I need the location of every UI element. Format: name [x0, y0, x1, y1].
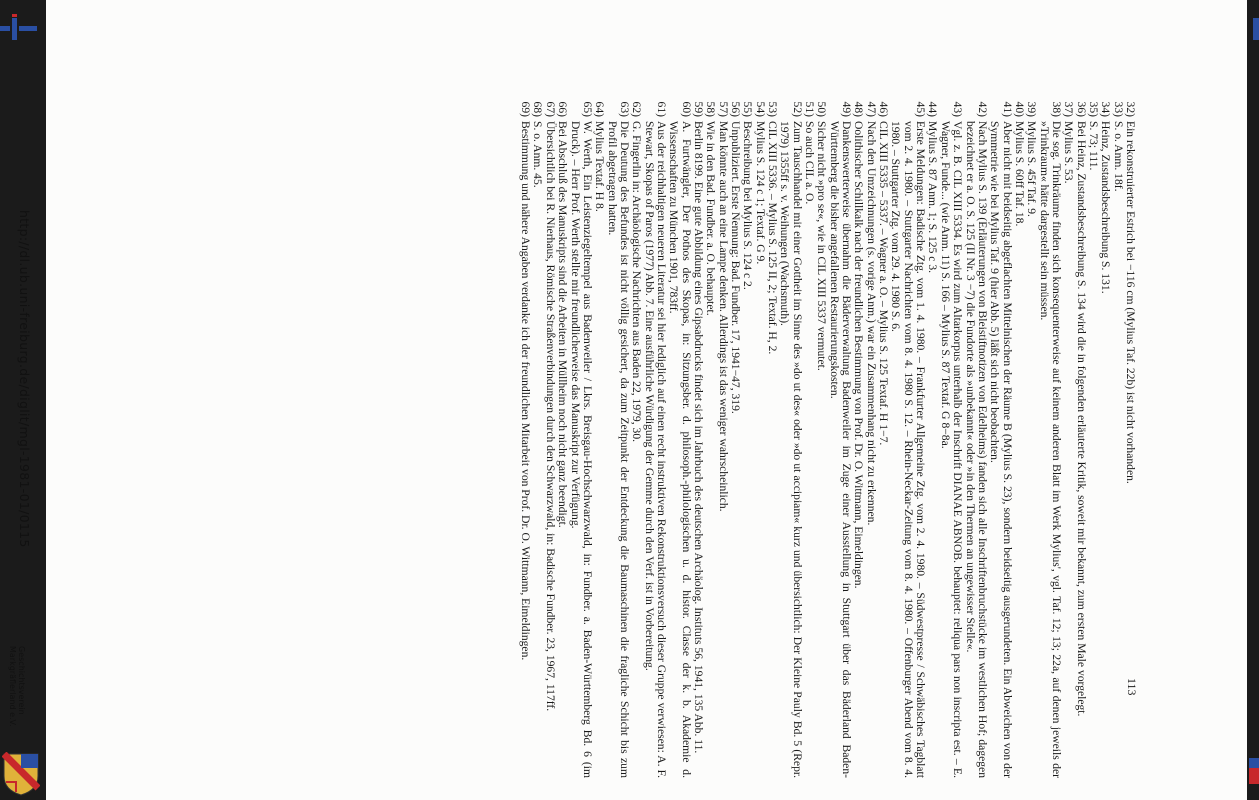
footnote-number: 53): [766, 101, 780, 117]
footnote-number: 34): [1099, 101, 1113, 117]
footnote-item: [988, 98, 1013, 778]
footnote-number: 61): [654, 101, 668, 117]
footnote-text: Die Deutung des Befundes ist nicht völlig gesichert, da zum Zeitpunkt der Entdeckung die Baumaschinen die fragliche Schicht bis zum Profil abgetragen hatten.: [605, 121, 631, 778]
society-name-line1: Geschichtsverein: [17, 646, 26, 715]
footnote-number: 33): [1111, 101, 1125, 117]
footnote-number: 63): [617, 101, 631, 117]
footnote-text: Man könnte auch an eine Lampe denken. Allerdings ist das weniger wahrscheinlich.: [716, 121, 730, 512]
footnote-number: 55): [741, 101, 755, 117]
footnote-text: Wie in den Bad. Fundber. a. O. behauptet.: [704, 121, 718, 316]
footnote-number: 41): [1000, 101, 1014, 117]
footnote-number: 42): [975, 101, 989, 117]
footnote-item: [519, 98, 531, 778]
footnote-number: 40): [1012, 101, 1026, 117]
footnote-number: 39): [1025, 101, 1039, 117]
footnote-text: Mylius Textaf. H 8.: [593, 121, 607, 212]
footnote-item: [1111, 98, 1123, 778]
footnote-number: 69): [519, 101, 533, 117]
footnote-number: 68): [531, 101, 545, 117]
footnote-item: [852, 98, 864, 778]
footnote-number: 56): [729, 101, 742, 117]
footnote-text: CIL XIII 5335 – 5337. – Wagner a. O. – Mylius S. 125 Textaf. H 1−7.: [877, 121, 891, 446]
footnote-item: [827, 98, 852, 778]
footnote-item: [568, 98, 593, 778]
footnote-item: [803, 98, 815, 778]
footnote-text: Dankenswerterweise übernahm die Bäderverwaltung Badenweiler im Zuge einer Ausstellung in Stuttgart über das Bäderland Baden-Württemberg die bisher angefallenen Restaurierungskosten.: [827, 121, 854, 778]
footnote-item: [593, 98, 605, 778]
footnote-item: [1013, 98, 1025, 778]
footnote-number: 50): [815, 101, 829, 117]
footnote-text: Mylius S. 124 c 1; Textaf. G 9.: [753, 121, 767, 265]
footnote-text: Übersichtlich bei R. Nierhaus, Römische Straßenverbindungen durch den Schwarzwald, in: Badische Fundber. 23, 1967, 117ff.: [543, 121, 557, 712]
footnote-item: [605, 98, 630, 778]
footnote-item: [1087, 98, 1099, 778]
footnote-text: Mylius S. 60ff Taf. 18.: [1012, 121, 1026, 227]
footnote-text: Heinz, Zustandsbeschreibung S. 131.: [1099, 121, 1113, 294]
footnote-number: 38): [1049, 101, 1063, 117]
footnote-number: 54): [753, 101, 767, 117]
footnote-text: Nach Mylius S. 139 (Erläuterungen von Bleistiftnotizen von Edelheims) fanden sich alle Inschriftenbruchstücke im westlichen Hof; dagegen bezeichnet er a. O. S. 125 (II Nr. 3 −7) die Fundorte als »unbekannt« oder »in den Thermen an ungewisser Stelle«.: [963, 121, 989, 778]
footnote-number: 59): [691, 101, 705, 117]
footnote-text: Zum Tauschhandel mit einer Gottheit im Sinne des »do ut des« oder »do ut accipiam« kurz und übersichtlich: Der Kleine Pauly Bd. 5 (Repr. 1979) 1355ff s. v. Weihungen (Wachsmuth).: [778, 121, 804, 778]
footnote-text: Mylius S. 87 Anm. 1; S. 125 c 3.: [926, 121, 940, 274]
footnote-item: [642, 98, 667, 778]
footnote-item: [766, 98, 778, 778]
footnote-number: 62): [630, 101, 644, 117]
footnote-item: [864, 98, 876, 778]
footnote-item: [729, 98, 741, 778]
footnote-item: [753, 98, 765, 778]
footnote-item: [630, 98, 642, 778]
footnote-number: 37): [1062, 101, 1076, 117]
footnote-text: Oolithischer Schillkalk nach der freundlichen Bestimmung von Prof. Dr. O. Wittmann, Eimeldingen.: [852, 121, 866, 589]
footnote-item: [963, 98, 988, 778]
footnote-text: G. Fingerlin in: Archäologische Nachrichten aus Baden 22, 1979, 30.: [630, 121, 644, 443]
footnote-number: 46): [877, 101, 891, 117]
footnote-number: 44): [926, 101, 940, 117]
footnote-text: S. 73; 111.: [1086, 121, 1100, 171]
footnote-number: 52): [790, 101, 804, 117]
footnote-item: [778, 98, 803, 778]
footnote-item: [877, 98, 889, 778]
footnote-text: A. Furtwängler, Der Pothos des Skopas, in: Sitzungsber. d. philosoph.-philologischen u. d. histor. Classe der k. b. Akademie d. Wissenschaften zu München 1901, 783ff.: [667, 121, 693, 778]
footnote-number: 36): [1074, 101, 1088, 117]
footnote-text: Beschreibung bei Mylius S. 124 c 2.: [741, 121, 755, 290]
footnote-number: 45): [914, 101, 928, 117]
footnote-item: [741, 98, 753, 778]
footnote-number: 67): [543, 101, 557, 117]
right-edge-logo-icon: [1251, 14, 1259, 44]
document-page: [46, 0, 1247, 800]
right-edge-crest-icon: [1249, 756, 1259, 786]
footnote-item: [889, 98, 926, 778]
footnote-text: Bei Heinz, Zustandsbeschreibung S. 134 wird die in folgenden erläuterte Kritik, soweit mir bekannt, zum ersten Male vorgelegt.: [1074, 121, 1088, 717]
footnote-text: Sicher nicht »pro se«, wie in CIL XIII 5337 vermutet.: [815, 121, 829, 371]
footnotes-block: [519, 98, 1139, 778]
footnote-item: [1037, 98, 1062, 778]
footnote-number: 65): [580, 101, 594, 117]
footnote-item: [939, 98, 964, 778]
footnote-number: 47): [864, 101, 878, 117]
footnote-number: 51): [803, 101, 817, 117]
footnote-text: S. o. Anm. 18f.: [1111, 121, 1125, 192]
footnote-number: 60): [679, 101, 693, 117]
footnote-number: 35): [1086, 101, 1100, 117]
right-frame: [1247, 0, 1259, 800]
footnote-text: So auch CIL a. O.: [803, 121, 817, 205]
footnote-item: [544, 98, 556, 778]
footnote-number: 64): [593, 101, 607, 117]
society-name-line2: Markgräflerland e.V.: [8, 646, 17, 727]
footnote-item: [1062, 98, 1074, 778]
footnote-item: [692, 98, 704, 778]
footnote-item: [815, 98, 827, 778]
footnote-item: [556, 98, 568, 778]
footnote-item: [667, 98, 692, 778]
footnote-text: Nach den Umzeichnungen (s. vorige Anm.) war ein Zusammenhang nicht zu erkennen.: [864, 121, 878, 526]
footnote-number: 43): [951, 101, 965, 117]
footnote-number: 32): [1124, 101, 1137, 117]
footnote-text: Die sog. Trinkräume finden sich konsequenterweise auf keinem anderen Blatt im Werk Mylius', vgl. Taf. 12; 13; 22a, auf denen jeweils der »Trinkraum« hätte dargestellt sein müssen.: [1037, 121, 1063, 778]
footnote-number: 58): [704, 101, 718, 117]
ub-freiburg-logo-icon: [0, 14, 40, 44]
digital-library-url[interactable]: http://dl.ub.uni-freiburg.de/diglit/mgl-1981-01/0115: [17, 210, 32, 548]
footnote-text: Bestimmung und nähere Angaben verdanke ich der freundlichen Mitarbeit von Prof. Dr. O. Wittmann, Eimeldingen.: [519, 121, 533, 661]
footnote-item: [704, 98, 716, 778]
footnote-text: Bei Abschluß des Manuskripts sind die Arbeiten in Müllheim noch nicht ganz beendigt.: [556, 121, 570, 528]
footnote-number: 49): [840, 101, 854, 117]
footnote-text: Mylius S. 53.: [1062, 121, 1076, 184]
footnote-number: 48): [852, 101, 866, 117]
footnote-text: Aber nicht mit beidseitig abgeflachten Mittelnischen der Räume B (Mylius S. 23), sondern beidseitig ausgerundeten. Ein Abweichen von der Symmetrie wie bei Mylius Taf. 9 (hier Abb. 5) läßt sich nicht beobachten.: [988, 121, 1014, 778]
footnote-text: Unpubliziert. Erste Nennung: Bad. Fundber. 17, 1941−47, 319.: [729, 121, 742, 414]
footnote-text: Mylius S. 45f Taf. 9.: [1025, 121, 1039, 217]
page-number: 113: [1125, 678, 1139, 696]
society-name: [8, 646, 26, 727]
footnote-text: S. o. Anm. 45.: [531, 121, 545, 188]
footnote-text: W. Werth, Ein Leistenziegeltempel aus Badenweiler / Lkrs. Breisgau-Hochschwarzwald, in: Fundber. a. Baden-Württemberg Bd. 6 (im Druck). – Herr Prof. Werth stellte mir freundlicherweise das Manuskript zur Verfügung.: [568, 121, 594, 778]
footnote-item: [716, 98, 728, 778]
footnote-text: CIL XIII 5336. – Mylius S. 125 II, 2; Textaf. H, 2.: [766, 121, 780, 355]
footnote-item: [531, 98, 543, 778]
footnote-text: Ein rekonstruierter Estrich bei −116 cm (Mylius Taf. 22b) ist nicht vorhanden.: [1124, 121, 1137, 484]
footnote-text: Vgl. z. B. CIL XIII 5334. Es wird zum Altarkorpus unterhalb der Inschrift DIANAE ABNOB. behauptet: reliqua pars non inscripta est. – E. Wagner, Funde... (wie Anm. 11) S. 166 – Mylius S. 87 Textaf. G 8−8a.: [938, 121, 965, 778]
society-crest-icon: [2, 752, 40, 796]
footnote-item: [1025, 98, 1037, 778]
footnote-text: Aus der reichhaltigen neueren Literatur sei hier lediglich auf einen recht instruktiven Rekonstruktionsversuch dieser Gruppe verwiesen: A. F. Stewart, Skopas of Paros (1977) Abb. 7. Eine ausführliche Würdigung der Gemme durch den Verf. ist in Vorbereitung.: [642, 121, 668, 778]
footnote-item: [926, 98, 938, 778]
footnote-number: 57): [716, 101, 730, 117]
footnote-text: Erste Meldungen: Badische Ztg. vom 1. 4. 1980. – Frankfurter Allgemeine Ztg. vom 2. 4. 1980. – Südwestpresse / Schwäbisches Tagblatt vom 2. 4. 1980. – Stuttgarter Nachrichten vom 8. 4. 1980 S. 12. – Rhein-Neckar-Zeitung vom 8. 4. 1980. – Offenburger Abend vom 8. 4. 1980. – Stuttgarter Ztg. vom 29. 4. 1980 S. 6.: [889, 121, 928, 778]
footnote-number: 66): [556, 101, 570, 117]
footnote-item: [1074, 98, 1086, 778]
footnote-text: Berlin 8199. Eine gute Abbildung eines Gipsabdrucks findet sich im Jahrbuch des deutschen Archäolog. Instituts 56, 1941, 135 Abb. 11.: [691, 121, 705, 754]
footnote-item: [1099, 98, 1111, 778]
footnote-item: [1124, 98, 1139, 778]
